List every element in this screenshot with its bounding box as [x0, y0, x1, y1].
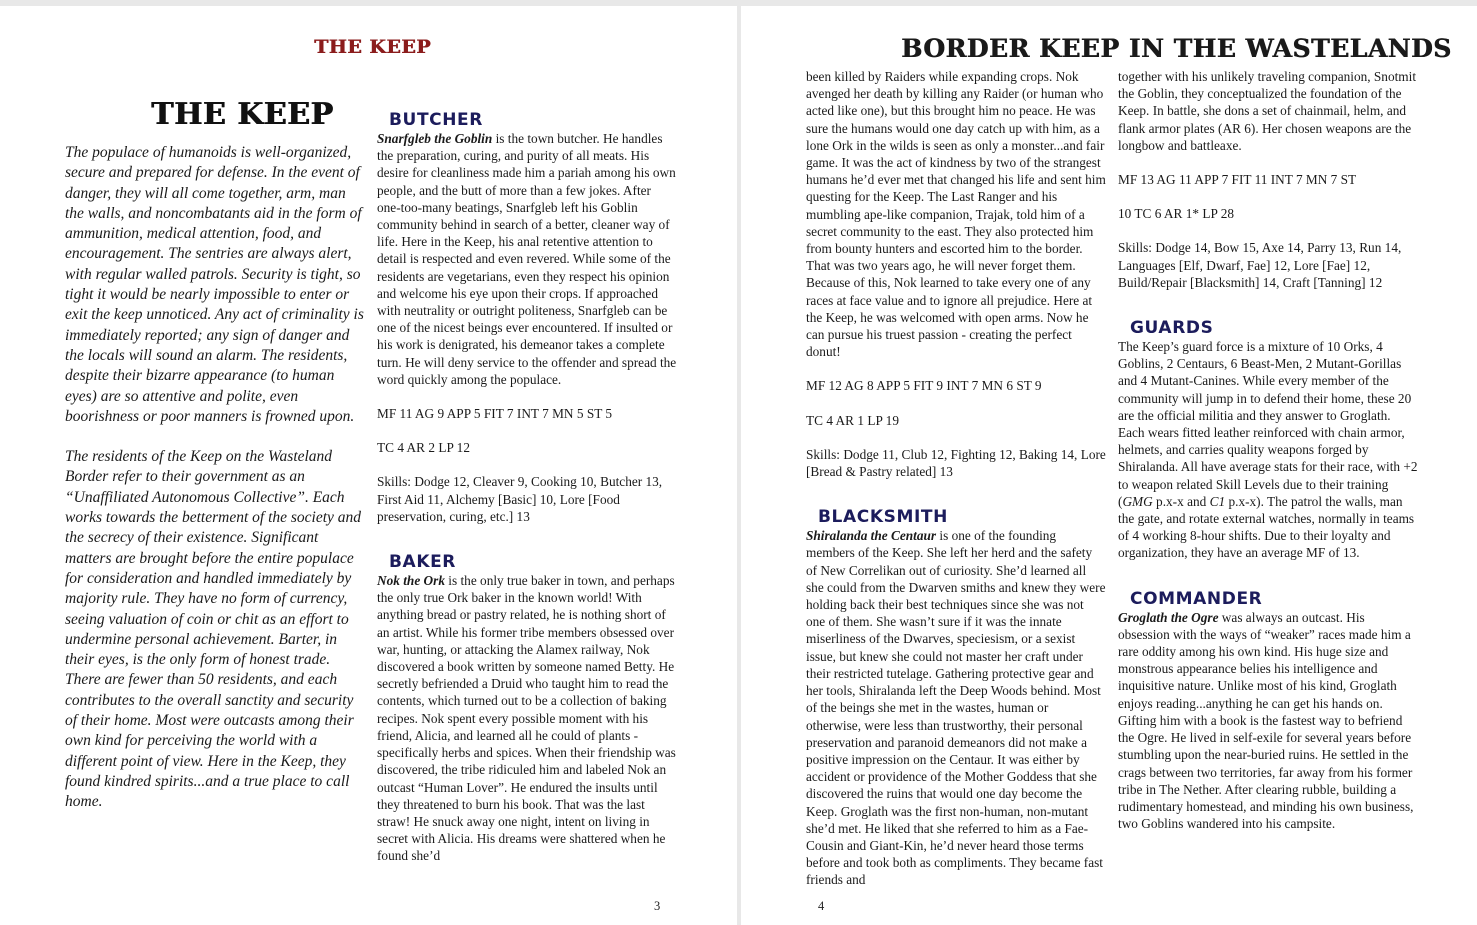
running-head: BORDER KEEP IN THE WASTELANDS	[901, 34, 1452, 63]
npc-name: Shiralanda the Centaur	[806, 528, 937, 544]
book-reference: GMG	[1122, 493, 1153, 509]
book-reference: C1	[1209, 493, 1226, 509]
baker-description: Nok the Ork is the only true baker in town, and perhaps the only true Ork baker in the known world! With anything bread or pastry related, he is nothing short of an artist. While his former tribe members obsessed over war, hunting, or attacking the Alamex railway, Nok discovered a book written by someone named Betty. He secretly befriended a Druid who taught him to read the contents, which turned out to be a collection of baking recipes. Nok spent every possible moment with his friend, Alicia, and learned all he could of plants - specifically herbs and spices. When their friendship was discovered, the tribe ridiculed him and labeled Nok an outcast “Human Lover”. He endured the insults until they threatened to burn his book. That was the last straw! He snuck away one night, intent on living in secret with Alicia. His dreams were shattered when he found she’d	[377, 573, 676, 864]
page-number: 3	[654, 899, 661, 913]
blacksmith-description-continued: together with his unlikely traveling companion, Snotmit the Goblin, they conceptualized the foundation of the Keep. In battle, she dons a set of chainmail, helm, and flank armor plates (AR 6). Her chosen weapons are the longbow and battleaxe.	[1118, 69, 1417, 153]
running-head: THE KEEP	[314, 36, 431, 58]
right-body-column-2	[1118, 68, 1418, 832]
baker-description-continued: been killed by Raiders while expanding crops. Nok avenged her death by killing any Raider (or human who acted like one), but this brought him no peace. He was sure the humans would one day catch up with him, as a lone Ork in the wilds is seen as only a monster...and fair game. It was the act of kindness by two of the strangest humans he’d ever met that changed his life and sent him questing for the Keep. The Last Ranger and his mumbling ape-like companion, Trajak, told him of a secret community to the east. They also protected him from bounty hunters and escorted him to the border. That was two years ago, he will never forget them. Because of this, Nok learned to take every one of any races at face value and to ignore all prejudice. Here at the Keep, he was welcomed with open arms. Now he can pursue his truest passion - creating the perfect donut!	[806, 69, 1106, 360]
page-number: 4	[818, 899, 825, 913]
stat-line: MF 11 AG 9 APP 5 FIT 7 INT 7 MN 5 ST 5	[377, 406, 613, 422]
section-heading-butcher: BUTCHER	[389, 110, 483, 130]
intro-paragraph: The residents of the Keep on the Wasteland Border refer to their government as an “Unaffiliated Autonomous Collective”. Each works towards the betterment of the society and the secrecy of their existence. Significant matters are brought before the entire populace for consideration and handled immediately by majority rule. They have no form of currency, seeing valuation of coin or chit as an effort to undermine personal achievement. Barter, in their eyes, is the only form of honest trade. There are fewer than 50 residents, and each contributes to the overall sanctity and security of their home. Most were outcasts among their own kind for perceiving the world with a different point of view. Here in the Keep, they found kindred spirits...and a true place to call home.	[65, 448, 362, 811]
chapter-title: THE KEEP	[151, 97, 334, 132]
right-page	[741, 6, 1477, 925]
intro-paragraph: The populace of humanoids is well-organized, secure and prepared for defense. In the event of danger, they will all come together, arm, man the walls, and noncombatants aid in the form of ammunition, medical attention, food, and encouragement. The sentries are always alert, with regular walled patrols. Security is tight, so tight it would be nearly impossible to enter or exit the keep unnoticed. Any act of criminality is immediately reported; any sign of danger and the locals will sound an alarm. The residents, despite their bizarre appearance (to human eyes) are so attentive and polite, even boorishness or poor manners is frowned upon.	[65, 144, 364, 425]
butcher-description: Snarfgleb the Goblin is the town butcher. He handles the preparation, curing, and purity of all meats. His desire for cleanliness made him a pariah among his own people, and the butt of more than a few jokes. After one-too-many beatings, Snarfgleb left his Goblin community behind in search of a better, cleaner way of life. Here in the Keep, his anal retentive attention to detail is respected and even revered. While some of the residents are vegetarians, even they respect his opinion and welcome his eye upon their crops. If approached with neutrality or outright politeness, Snarfgleb can be one of the nicest beings ever encountered. If insulted or his work is denigrated, his demeanor takes a complete turn. He will deny service to the offender and spread the word quickly among the populace.	[377, 131, 677, 387]
stat-line: TC 4 AR 1 LP 19	[806, 412, 899, 428]
stat-line: MF 13 AG 11 APP 7 FIT 11 INT 7 MN 7 ST	[1118, 172, 1357, 188]
guards-description: The Keep’s guard force is a mixture of 10 Orks, 4 Goblins, 2 Centaurs, 6 Beast-Men, 2 Mutant-Gorillas and 4 Mutant-Canines. While every member of the community will jump in to defend their home, these 20 are the official militia and they answer to Groglath. Each wears fitted leather reinforced with chain armor, helmets, and carries quality weapons forged by Shiralanda. All have average stats for their race, with +2 to weapon related Skill Levels due to their training (GMG p.x-x and C1 p.x-x). The patrol the walls, man the gate, and rotate external watches, normally in teams of 4 working 8-hour shifts. Due to their loyalty and organization, they have an average MF of 13.	[1118, 339, 1418, 561]
skills-line: Skills: Dodge 14, Bow 15, Axe 14, Parry 13, Run 14, Languages [Elf, Dwarf, Fae] 12, Lore [Fae] 12, Build/Repair [Blacksmith] 14, Craft [Tanning] 12	[1118, 240, 1402, 290]
blacksmith-description: Shiralanda the Centaur is one of the founding members of the Keep. She left her herd and the safety of New Correlikan out of curiosity. She’d learned all she could from the Dwarven smiths and knew they were holding back their best techniques since she was not one of them. She wasn’t sure if it was the innate miserliness of the Dwarves, speciesism, or a sexist issue, but knew she could not master her craft under their restricted tutelage. Gathering protective gear and her tools, Shiralanda left the Deep Woods behind. Most of the beings she met in the wastes, human or otherwise, were less than trustworthy, their personal preservation and paranoid demeanors did not make a positive impression on the Centaur. It was either by accident or providence of the Mother Goddess that she discovered the ruins that would one day become the Keep. Groglath was the first non-human, non-mutant she’d met. He liked that she referred to him as a Fae-Cousin and Giant-Kin, he’d never heard those terms before and took both as compliments. They became fast friends and	[806, 528, 1106, 888]
npc-name: Nok the Ork	[377, 573, 445, 589]
section-heading-baker: BAKER	[389, 552, 456, 573]
stat-line: MF 12 AG 8 APP 5 FIT 9 INT 7 MN 6 ST 9	[806, 378, 1042, 394]
intro-column	[65, 143, 365, 813]
skills-line: Skills: Dodge 12, Cleaver 9, Cooking 10, Butcher 13, First Aid 11, Alchemy [Basic] 10, Lore [Food preservation, curing, etc.] 13	[377, 474, 663, 524]
section-heading-commander: COMMANDER	[1130, 588, 1263, 609]
section-heading-blacksmith: BLACKSMITH	[818, 507, 948, 528]
section-heading-guards: GUARDS	[1130, 318, 1214, 339]
left-page	[0, 6, 737, 925]
right-body-column-1	[806, 68, 1106, 889]
npc-name: Snarfgleb the Goblin	[377, 131, 493, 146]
left-body-column	[377, 110, 677, 865]
stat-line: TC 4 AR 2 LP 12	[377, 440, 470, 456]
npc-name: Groglath the Ogre	[1118, 609, 1219, 625]
commander-description: Groglath the Ogre was always an outcast. His obsession with the ways of “weaker” races made him a rare oddity among his own kind. His huge size and monstrous appearance belies his intelligence and inquisitive nature. Unlike most of his kind, Groglath enjoys reading...anything he can get his hands on. Gifting him with a book is the fastest way to befriend the Ogre. He lived in self-exile for several years before stumbling upon the near-buried ruins. He settled in the crags between two territories, far away from his former tribe in The Nether. After clearing rubble, building a rudimentary homestead, and minding his own business, two Goblins wandered into his campsite.	[1118, 609, 1414, 832]
stat-line: 10 TC 6 AR 1* LP 28	[1118, 206, 1234, 222]
skills-line: Skills: Dodge 11, Club 12, Fighting 12, Baking 14, Lore [Bread & Pastry related] 13	[806, 446, 1106, 480]
